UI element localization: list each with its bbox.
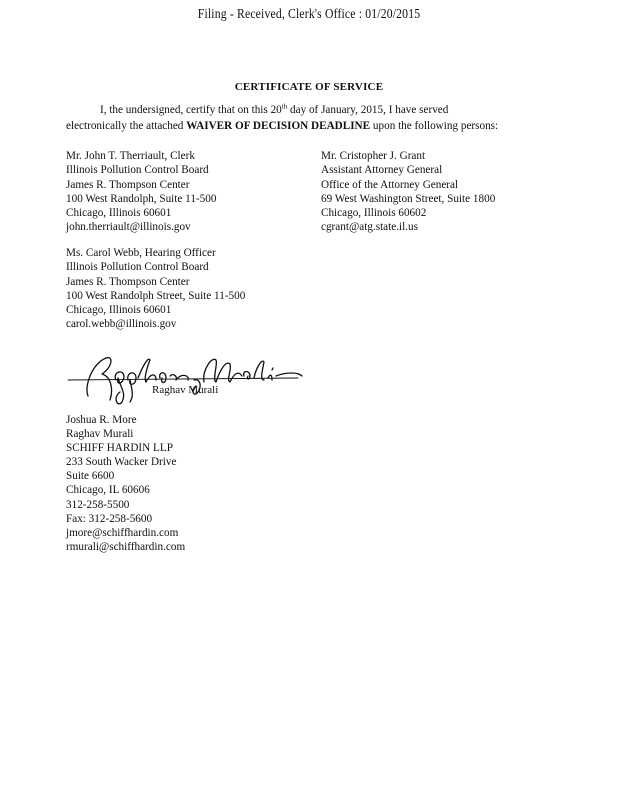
recipient-block-attorney-general xyxy=(321,149,495,235)
certification-line-1 xyxy=(66,103,566,119)
sender-line: Suite 6600 xyxy=(66,470,115,483)
certification-paragraph xyxy=(66,103,566,134)
recipient-line: Assistant Attorney General xyxy=(321,164,443,177)
recipient-email: cgrant@atg.state.il.us xyxy=(321,221,418,234)
sender-line: Raghav Murali xyxy=(66,428,134,441)
sender-line: Joshua R. More xyxy=(66,414,137,426)
recipient-line: Mr. Cristopher J. Grant xyxy=(321,150,426,162)
sender-fax: Fax: 312-258-5600 xyxy=(66,512,153,525)
document-title: CERTIFICATE OF SERVICE xyxy=(234,81,384,93)
recipient-block-hearing-officer xyxy=(66,246,245,332)
sender-email: rmurali@schiffhardin.com xyxy=(66,540,186,553)
recipient-line: Office of the Attorney General xyxy=(321,178,459,191)
recipient-email: john.therriault@illinois.gov xyxy=(66,221,191,234)
recipient-line: Mr. John T. Therriault, Clerk xyxy=(66,150,195,162)
recipient-line: Illinois Pollution Control Board xyxy=(66,261,209,274)
day-ordinal-suffix: th xyxy=(281,102,288,111)
certification-text-start: I, the undersigned, certify that on this 20 xyxy=(100,104,282,116)
certification-line2-start: electronically the attached xyxy=(66,119,187,132)
handwritten-signature xyxy=(66,350,306,405)
certification-line2-end: upon the following persons: xyxy=(370,119,499,132)
recipient-line: Chicago, Illinois 60601 xyxy=(66,304,172,317)
sender-email: jmore@schiffhardin.com xyxy=(66,526,179,539)
sender-firm: SCHIFF HARDIN LLP xyxy=(66,442,173,455)
sender-line: 233 South Wacker Drive xyxy=(66,456,177,469)
recipient-line: Chicago, Illinois 60602 xyxy=(321,207,427,220)
recipient-line: 100 West Randolph, Suite 11-500 xyxy=(66,192,217,205)
sender-phone: 312-258-5500 xyxy=(66,498,130,511)
document-name: WAIVER OF DECISION DEADLINE xyxy=(186,119,371,132)
recipient-line: Chicago, Illinois 60601 xyxy=(66,207,172,220)
recipient-line: 69 West Washington Street, Suite 1800 xyxy=(321,192,496,205)
filing-header: Filing - Received, Clerk's Office : 01/20/2015 xyxy=(197,6,421,21)
recipient-line: 100 West Randolph Street, Suite 11-500 xyxy=(66,289,246,302)
certification-text-end: day of January, 2015, I have served xyxy=(287,104,449,116)
recipient-email: carol.webb@illinois.gov xyxy=(66,318,177,331)
recipient-line: James R. Thompson Center xyxy=(66,275,190,288)
recipient-line: James R. Thompson Center xyxy=(66,178,190,191)
recipient-line: Ms. Carol Webb, Hearing Officer xyxy=(66,247,216,259)
sender-line: Chicago, IL 60606 xyxy=(66,484,150,497)
recipient-block-clerk xyxy=(66,149,216,235)
certification-line-2 xyxy=(66,119,566,135)
sender-block xyxy=(66,413,185,554)
signer-printed-name: Raghav Murali xyxy=(152,384,219,396)
recipient-line: Illinois Pollution Control Board xyxy=(66,164,209,177)
